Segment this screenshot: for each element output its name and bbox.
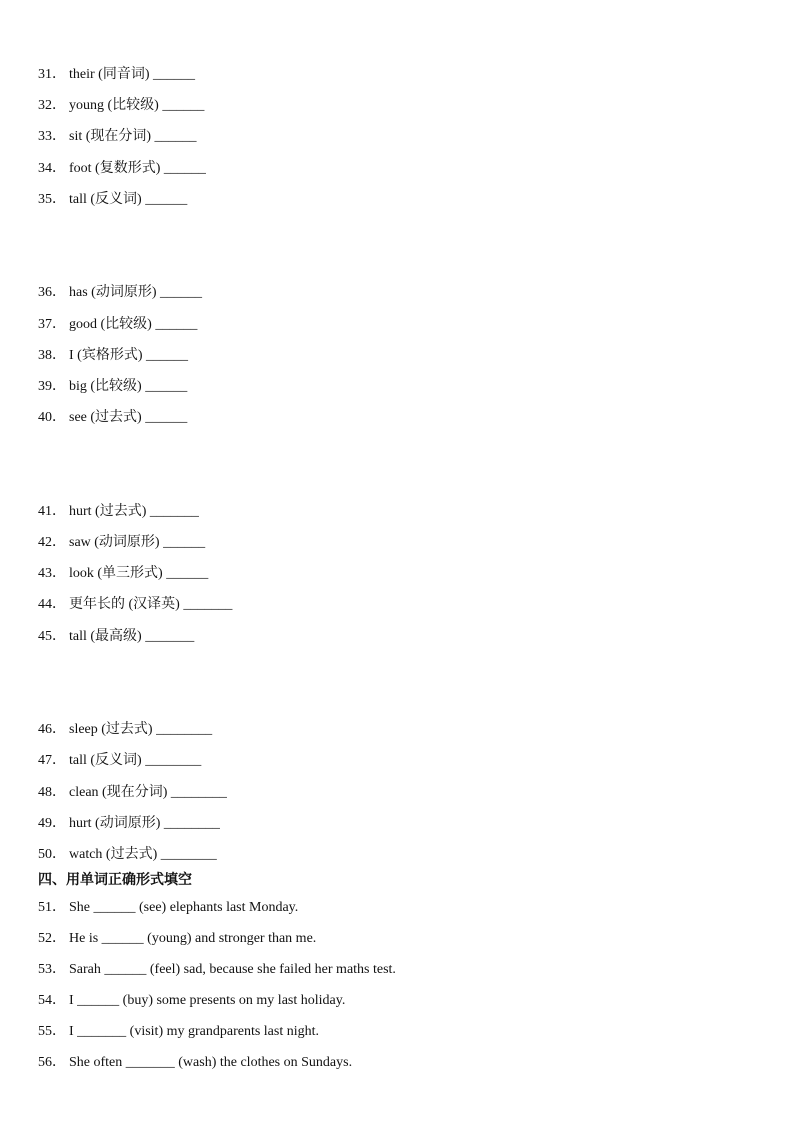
fill-item — [38, 930, 316, 948]
item-number: 33． — [38, 129, 66, 144]
exercise-item — [38, 846, 217, 864]
exercise-item — [38, 316, 197, 334]
item-number: 42． — [38, 535, 66, 550]
item-number: 46． — [38, 722, 66, 737]
item-text: She ______ (see) elephants last Monday. — [69, 900, 299, 915]
item-number: 54． — [38, 993, 66, 1008]
item-number: 36． — [38, 285, 66, 300]
item-text: hurt (动词原形) ________ — [69, 816, 220, 831]
item-number: 53． — [38, 962, 66, 977]
fill-item — [38, 1054, 352, 1072]
exercise-item — [38, 534, 205, 552]
item-number: 38． — [38, 348, 66, 363]
item-text: I (宾格形式) ______ — [69, 348, 188, 363]
exercise-item — [38, 378, 187, 396]
item-text: tall (反义词) ________ — [69, 753, 202, 768]
exercise-item — [38, 503, 199, 521]
item-text: I _______ (visit) my grandparents last night. — [69, 1024, 320, 1039]
item-number: 45． — [38, 629, 66, 644]
item-text: saw (动词原形) ______ — [69, 535, 206, 550]
exercise-item — [38, 628, 194, 646]
exercise-item — [38, 815, 220, 833]
item-number: 50． — [38, 847, 66, 862]
exercise-item — [38, 97, 204, 115]
item-text: He is ______ (young) and stronger than me. — [69, 931, 317, 946]
exercise-item — [38, 191, 187, 209]
item-text: She often _______ (wash) the clothes on Sundays. — [69, 1055, 353, 1070]
item-number: 40． — [38, 410, 66, 425]
exercise-item — [38, 409, 187, 427]
item-text: sit (现在分词) ______ — [69, 129, 197, 144]
exercise-item — [38, 752, 201, 770]
exercise-item — [38, 784, 227, 802]
section-heading: 四、用单词正确形式填空 — [38, 872, 192, 888]
item-text: sleep (过去式) ________ — [69, 722, 213, 737]
exercise-item — [38, 596, 232, 614]
item-number: 48． — [38, 785, 66, 800]
exercise-item — [38, 160, 206, 178]
item-number: 32． — [38, 98, 66, 113]
item-text: 更年长的 (汉译英) _______ — [69, 597, 233, 612]
item-text: big (比较级) ______ — [69, 379, 188, 394]
item-number: 47． — [38, 753, 66, 768]
item-text: good (比较级) ______ — [69, 317, 198, 332]
fill-item — [38, 961, 396, 979]
item-number: 55． — [38, 1024, 66, 1039]
item-text: watch (过去式) ________ — [69, 847, 217, 862]
item-text: their (同音词) ______ — [69, 67, 195, 82]
item-number: 41． — [38, 504, 66, 519]
exercise-item — [38, 565, 208, 583]
item-text: foot (复数形式) ______ — [69, 161, 206, 176]
item-text: hurt (过去式) _______ — [69, 504, 199, 519]
fill-item — [38, 899, 298, 917]
item-text: look (单三形式) ______ — [69, 566, 209, 581]
item-text: I ______ (buy) some presents on my last holiday. — [69, 993, 346, 1008]
item-text: clean (现在分词) ________ — [69, 785, 227, 800]
item-text: young (比较级) ______ — [69, 98, 205, 113]
fill-item — [38, 1023, 319, 1041]
exercise-item — [38, 284, 202, 302]
item-text: has (动词原形) ______ — [69, 285, 202, 300]
item-number: 31． — [38, 67, 66, 82]
item-number: 35． — [38, 192, 66, 207]
item-text: Sarah ______ (feel) sad, because she failed her maths test. — [69, 962, 396, 977]
exercise-item — [38, 721, 212, 739]
item-number: 49． — [38, 816, 66, 831]
item-number: 56． — [38, 1055, 66, 1070]
fill-item — [38, 992, 345, 1010]
exercise-item — [38, 66, 195, 84]
exercise-item — [38, 128, 197, 146]
item-text: tall (最高级) _______ — [69, 629, 195, 644]
item-number: 39． — [38, 379, 66, 394]
item-number: 51． — [38, 900, 66, 915]
item-number: 52． — [38, 931, 66, 946]
item-number: 37． — [38, 317, 66, 332]
item-text: see (过去式) ______ — [69, 410, 188, 425]
item-text: tall (反义词) ______ — [69, 192, 188, 207]
item-number: 43． — [38, 566, 66, 581]
exercise-item — [38, 347, 188, 365]
item-number: 44． — [38, 597, 66, 612]
item-number: 34． — [38, 161, 66, 176]
